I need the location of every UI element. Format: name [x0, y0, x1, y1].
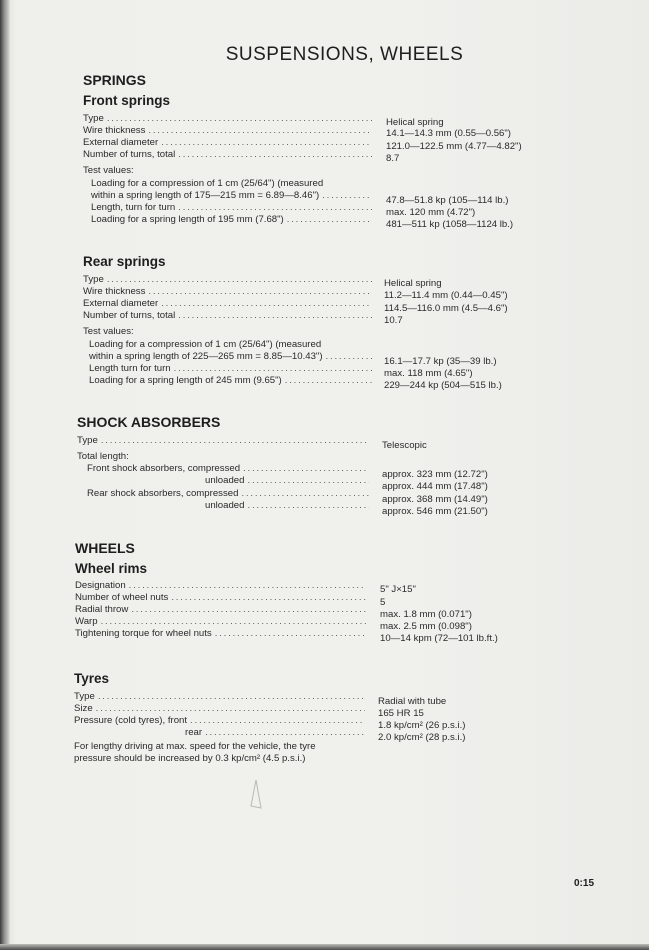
front-load2-label: Loading for a spring length of 195 mm (7.68"): [91, 214, 284, 225]
front-type-row: [83, 113, 375, 125]
front-turns-row: [83, 149, 375, 161]
tyre-size-value: 165 HR 15: [378, 708, 424, 719]
rear-wire-label: Wire thickness: [83, 286, 146, 297]
leader-dots: [178, 310, 372, 322]
leader-dots: [107, 113, 372, 125]
leader-dots: [247, 475, 369, 487]
shock-type-label: Type: [77, 435, 98, 446]
springs-heading: SPRINGS: [83, 72, 147, 88]
leader-dots: [285, 375, 372, 387]
rear-wire-row: [83, 286, 375, 298]
front-wire-label: Wire thickness: [83, 125, 146, 136]
page-title: SUSPENSIONS, WHEELS: [225, 44, 464, 65]
warp-row: [75, 616, 369, 628]
tyre-type-label: Type: [74, 691, 95, 702]
leader-dots: [131, 604, 366, 616]
designation-row: [75, 580, 369, 592]
torque-value: 10—14 kpm (72—101 lb.ft.): [380, 633, 498, 644]
shock-rear-unl-label: unloaded: [205, 500, 245, 511]
shock-front-comp-value: approx. 323 mm (12.72"): [382, 469, 488, 480]
radial-label: Radial throw: [75, 604, 129, 615]
warp-label: Warp: [75, 616, 98, 627]
shock-rear-unl-row: [205, 500, 372, 512]
leader-dots: [161, 137, 372, 149]
rear-turn-value: max. 118 mm (4.65"): [384, 368, 473, 379]
shock-total-label: Total length:: [77, 451, 129, 462]
leader-dots: [101, 435, 369, 447]
rear-diam-value: 114.5—116.0 mm (4.5—4.6"): [384, 303, 508, 314]
shock-rear-label: Rear shock absorbers, compressed: [87, 488, 239, 499]
rear-load1-line2: within a spring length of 225—265 mm = 8.85—10.43"): [89, 351, 323, 362]
leader-dots: [190, 715, 365, 727]
rear-springs-heading: Rear springs: [83, 254, 166, 269]
shock-rear-unl-value: approx. 546 mm (21.50"): [382, 506, 488, 517]
leader-dots: [161, 298, 372, 310]
nuts-row: [75, 592, 369, 604]
front-type-label: Type: [83, 113, 104, 124]
rear-wire-value: 11.2—11.4 mm (0.44—0.45"): [384, 290, 508, 301]
radial-row: [75, 604, 369, 616]
front-type-value: Helical spring: [386, 117, 444, 128]
page-number: 0:15: [574, 878, 595, 889]
leader-dots: [205, 727, 365, 739]
leader-dots: [241, 488, 369, 500]
page-bottom-edge: [0, 944, 649, 950]
front-turns-value: 8.7: [386, 153, 400, 164]
shock-front-label: Front shock absorbers, compressed: [87, 463, 241, 474]
leader-dots: [101, 616, 366, 628]
warp-value: max. 2.5 mm (0.098"): [380, 621, 472, 632]
front-wire-row: [83, 125, 375, 137]
designation-label: Designation: [75, 580, 126, 591]
front-load1-line1: Loading for a compression of 1 cm (25/64") (measured: [91, 178, 324, 189]
shock-front-unl-value: approx. 444 mm (17.48"): [382, 481, 488, 492]
leader-dots: [107, 274, 372, 286]
tyre-note-line2: pressure should be increased by 0.3 kp/cm² (4.5 p.s.i.): [74, 753, 306, 764]
tyre-front-label: Pressure (cold tyres), front: [74, 715, 188, 726]
rear-load2-row: [89, 375, 375, 387]
front-diam-row: [83, 137, 375, 149]
torque-row: [75, 628, 369, 640]
front-load1-row: [91, 190, 375, 202]
rear-load2-value: 229—244 kp (504—515 lb.): [384, 380, 502, 391]
leader-dots: [326, 351, 372, 363]
torque-label: Tightening torque for wheel nuts: [75, 628, 212, 639]
leader-dots: [96, 703, 365, 715]
front-diam-label: External diameter: [83, 137, 159, 148]
leader-dots: [287, 214, 372, 226]
rear-type-label: Type: [83, 274, 104, 285]
leader-dots: [171, 592, 366, 604]
designation-value: 5" J×15": [380, 584, 416, 595]
tyre-type-row: [74, 691, 368, 703]
leader-dots: [178, 149, 372, 161]
tyre-rear-label: rear: [185, 727, 203, 738]
rear-load1-row: [89, 351, 375, 363]
tyre-note-line1: For lengthy driving at max. speed for the vehicle, the tyre: [74, 741, 316, 752]
rear-turns-value: 10.7: [384, 315, 403, 326]
leader-dots: [98, 691, 365, 703]
leader-dots: [174, 363, 372, 375]
front-load2-value: 481—511 kp (1058—1124 lb.): [386, 219, 514, 230]
leader-dots: [148, 286, 372, 298]
shock-type-row: [77, 435, 372, 447]
front-springs-heading: Front springs: [83, 93, 170, 108]
rear-load2-label: Loading for a spring length of 245 mm (9.65"): [89, 375, 282, 386]
front-turns-label: Number of turns, total: [83, 149, 176, 160]
wheels-heading: WHEELS: [75, 540, 135, 556]
front-test-label: Test values:: [83, 165, 134, 176]
rear-type-row: [83, 274, 375, 286]
leader-dots: [247, 500, 369, 512]
nuts-label: Number of wheel nuts: [75, 592, 169, 603]
rear-test-label: Test values:: [83, 326, 134, 337]
tyre-type-value: Radial with tube: [378, 696, 447, 707]
rear-type-value: Helical spring: [384, 278, 442, 289]
shock-rear-comp-value: approx. 368 mm (14.49"): [382, 494, 488, 505]
tyre-size-label: Size: [74, 703, 93, 714]
rear-diam-label: External diameter: [83, 298, 159, 309]
shock-front-unl-label: unloaded: [205, 475, 245, 486]
rear-diam-row: [83, 298, 375, 310]
page-binding-edge: [0, 0, 10, 950]
leader-dots: [148, 125, 372, 137]
front-load2-row: [91, 214, 375, 226]
front-turn-label: Length, turn for turn: [91, 202, 176, 213]
front-turn-row: [91, 202, 375, 214]
tyre-rear-row: [185, 727, 368, 739]
front-turn-value: max. 120 mm (4.72"): [386, 207, 476, 218]
shock-front-row: [87, 463, 372, 475]
shock-type-value: Telescopic: [382, 440, 427, 451]
rear-load1-value: 16.1—17.7 kp (35—39 lb.): [384, 356, 497, 367]
front-wire-value: 14.1—14.3 mm (0.55—0.56"): [386, 128, 511, 139]
front-load1-value: 47.8—51.8 kp (105—114 lb.): [386, 195, 509, 206]
tyre-rear-value: 2.0 kp/cm² (28 p.s.i.): [378, 732, 466, 743]
leader-dots: [129, 580, 366, 592]
rear-turns-row: [83, 310, 375, 322]
rear-turn-row: [89, 363, 375, 375]
leader-dots: [322, 190, 372, 202]
tyre-front-row: [74, 715, 368, 727]
pencil-mark-icon: [247, 778, 267, 812]
leader-dots: [178, 202, 372, 214]
nuts-value: 5: [380, 597, 386, 608]
rear-turns-label: Number of turns, total: [83, 310, 176, 321]
leader-dots: [215, 628, 366, 640]
tyre-front-value: 1.8 kp/cm² (26 p.s.i.): [378, 720, 466, 731]
wheel-rims-heading: Wheel rims: [75, 561, 148, 576]
front-diam-value: 121.0—122.5 mm (4.77—4.82"): [386, 141, 522, 152]
rear-load1-line1: Loading for a compression of 1 cm (25/64") (measured: [89, 339, 322, 350]
radial-value: max. 1.8 mm (0.071"): [380, 609, 472, 620]
shock-rear-row: [87, 488, 372, 500]
front-load1-line2: within a spring length of 175—215 mm = 6.89—8.46"): [91, 190, 320, 201]
shock-front-unl-row: [205, 475, 372, 487]
rear-turn-label: Length turn for turn: [89, 363, 171, 374]
tyres-heading: Tyres: [74, 671, 110, 686]
leader-dots: [243, 463, 369, 475]
tyre-size-row: [74, 703, 368, 715]
shock-heading: SHOCK ABSORBERS: [77, 414, 221, 430]
